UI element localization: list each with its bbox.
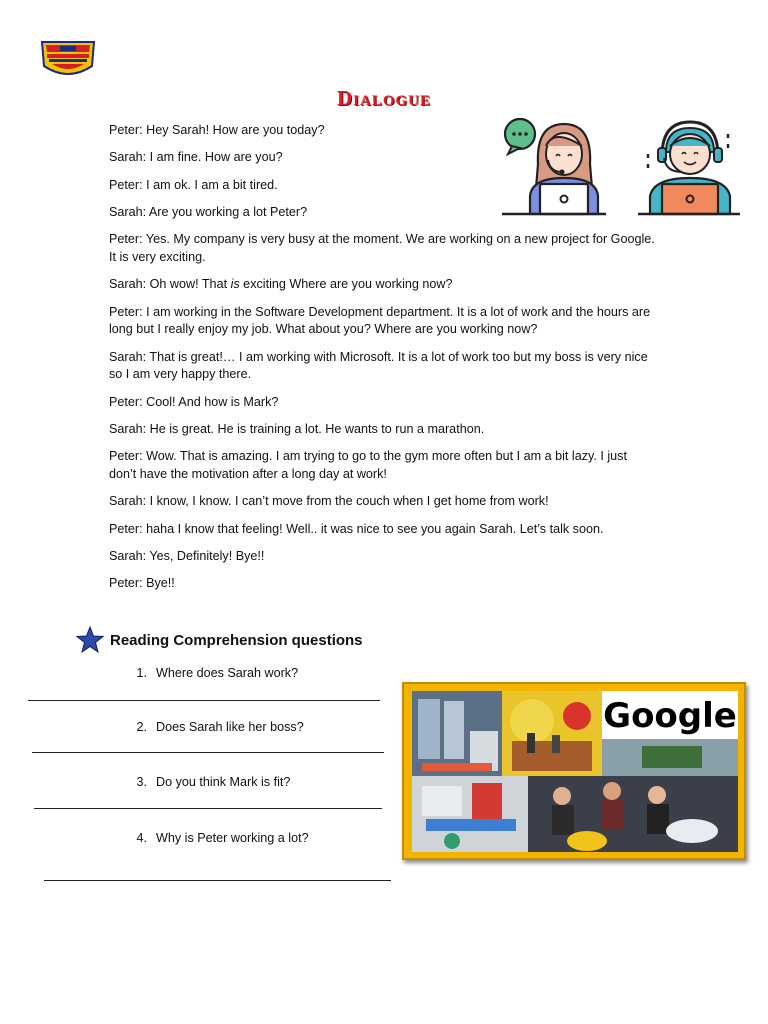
office-collage-image [412, 691, 738, 852]
dialogue-line: Sarah: Oh wow! That is exciting Where are you working now? [109, 277, 453, 292]
answer-line [44, 880, 391, 881]
dialogue-line: Peter: Yes. My company is very busy at the moment. We are working on a new project for Google. It is very exciting. [109, 232, 655, 264]
question-text: Where does Sarah work? [156, 666, 299, 680]
school-logo [38, 36, 98, 80]
dialogue-line: Sarah: He is great. He is training a lot. He wants to run a marathon. [109, 422, 485, 437]
dialogue-line: Peter: Bye!! [109, 576, 175, 591]
dialogue-line: Sarah: Are you working a lot Peter? [109, 204, 308, 219]
star-icon [76, 626, 104, 654]
male-agent-illustration [636, 116, 742, 216]
dialogue-line: Sarah: Yes, Definitely! Bye!! [109, 549, 265, 564]
answer-line [28, 700, 380, 701]
question-text: Does Sarah like her boss? [156, 720, 304, 734]
dialogue-line: Peter: Wow. That is amazing. I am trying to go to the gym more often but I am a bit lazy. I just don’t have the motivation after a long day at work! [109, 449, 627, 482]
question-number: 1. [136, 666, 147, 680]
dialogue-line: Peter: I am ok. I am a bit tired. [109, 177, 278, 192]
dialogue-line: Peter: Hey Sarah! How are you today? [109, 123, 325, 137]
dialogue-line: Peter: haha I know that feeling! Well.. it was nice to see you again Sarah. Let’s talk soon. [109, 521, 604, 536]
answer-line [32, 752, 384, 753]
google-office-photo [402, 682, 746, 860]
question-number: 4. [136, 831, 147, 845]
dialogue-line: Sarah: I know, I know. I can’t move from the couch when I get home from work! [109, 494, 549, 509]
dialogue-line: Peter: Cool! And how is Mark? [109, 394, 279, 409]
reading-section-title: Reading Comprehension questions [110, 632, 363, 649]
question-text: Why is Peter working a lot? [156, 831, 309, 845]
page-title: Dialogue [336, 86, 431, 110]
female-agent-illustration [500, 116, 608, 216]
question-text: Do you think Mark is fit? [156, 775, 291, 789]
dialogue-line: Sarah: I am fine. How are you? [109, 150, 283, 165]
question-number: 2. [136, 720, 147, 734]
answer-line [34, 808, 382, 809]
dialogue-line: Peter: I am working in the Software Development department. It is a lot of work and the hours are long but I really enjoy my job. What about you? Where are you working now? [109, 304, 651, 337]
question-number: 3. [136, 775, 147, 789]
google-logo-text: Google [603, 696, 737, 736]
dialogue-line: Sarah: That is great!… I am working with Microsoft. It is a lot of work too but my boss is very nice so I am very happy there. [109, 349, 648, 382]
